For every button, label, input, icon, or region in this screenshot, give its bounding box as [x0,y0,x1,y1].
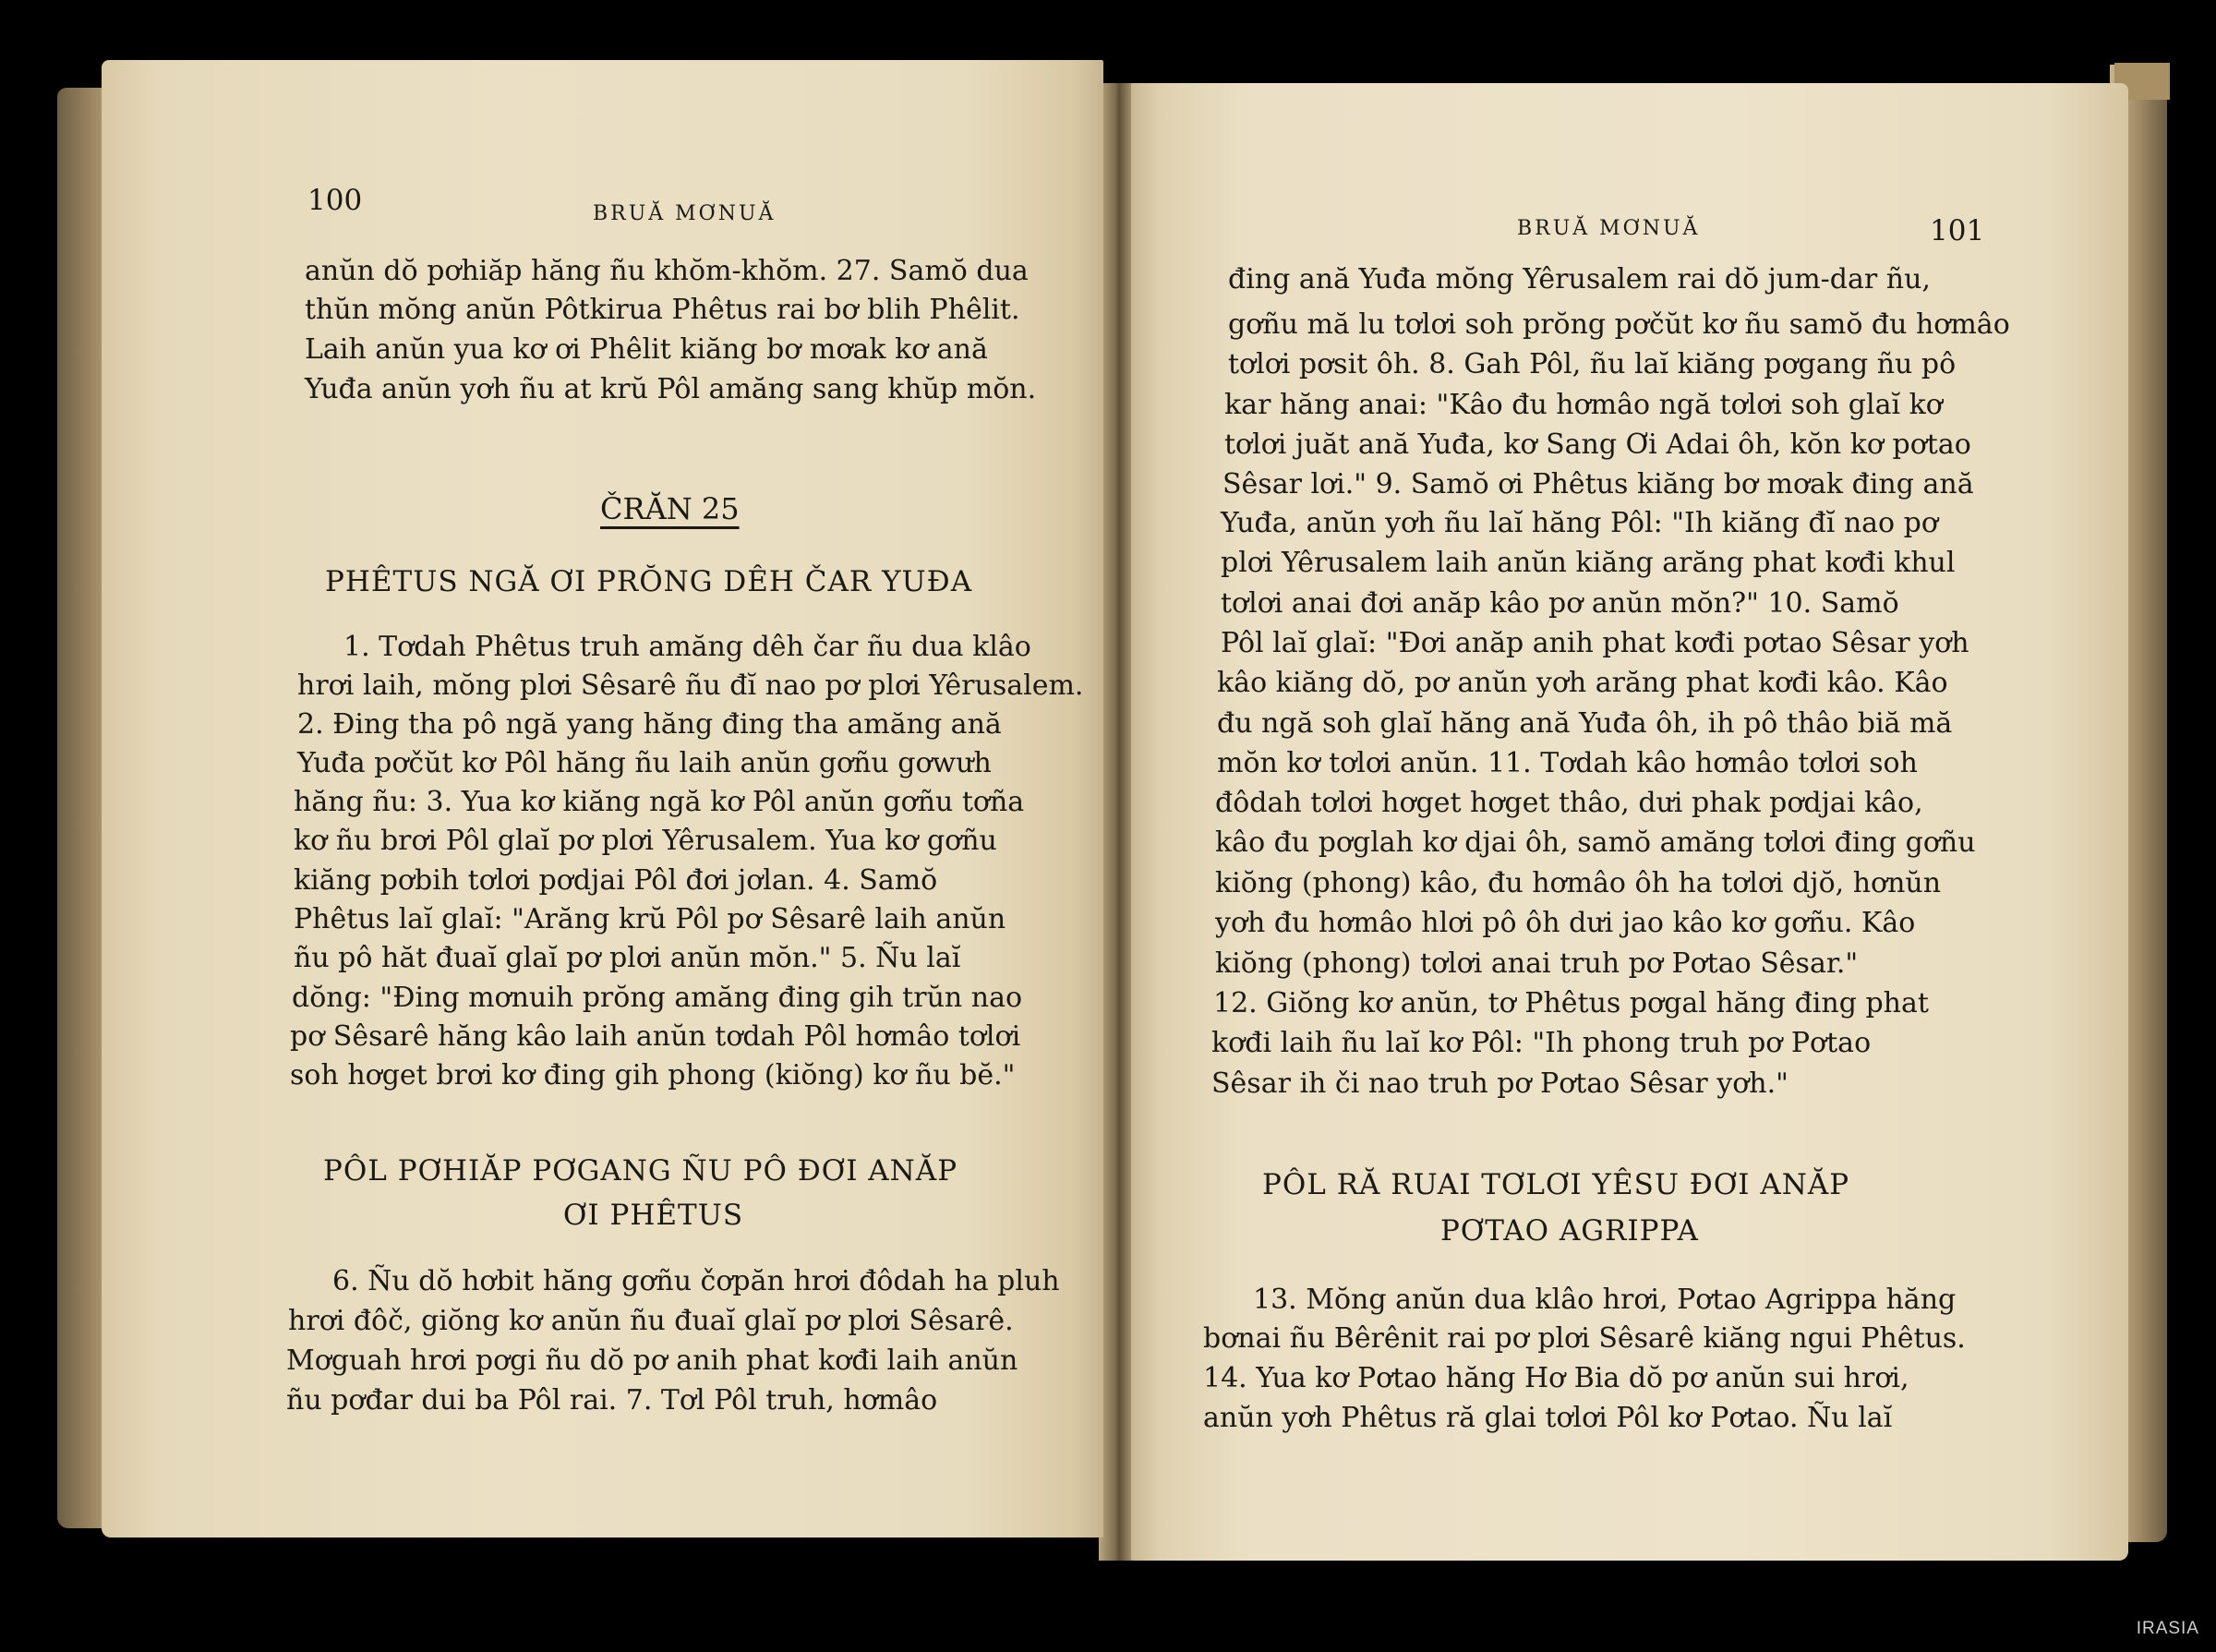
chapter-title-text: ČRĂN 25 [600,491,740,526]
text-line: 13. Mŏng anŭn dua klâo hrơi, Pơtao Agrippa hăng [1253,1284,1957,1316]
section-heading: PHÊTUS NGĂ ƠI PRŎNG DÊH ČAR YUĐA [325,565,973,598]
text-line: dŏng: "Đing mơnuih prŏng amăng đing gih trŭn nao [292,982,1023,1014]
text-line: 1. Tơdah Phêtus truh amăng dêh čar ñu dua klâo [343,631,1031,663]
text-line: kar hăng anai: "Kâo đu hơmâo ngă tơlơi soh glaĭ kơ [1224,389,1943,421]
text-line: Yuđa, anŭn yơh ñu laĭ hăng Pôl: "Ih kiăng đĭ nao pơ [1221,507,1938,539]
section-heading: PÔL PƠHIĂP PƠGANG ÑU PÔ ĐƠI ANĂP [323,1154,958,1188]
right-page [1131,83,2128,1561]
text-line: kâo kiăng dŏ, pơ anŭn yơh arăng phat kơđi kâo. Kâo [1217,667,1948,699]
text-line: thŭn mŏng anŭn Pôtkirua Phêtus rai bơ blih Phêlit. [305,294,1020,326]
page-number-right-text: 101 [1930,214,1985,247]
text-line: bơnai ñu Bêrênit rai pơ plơi Sêsarê kiăng ngui Phêtus. [1203,1322,1966,1355]
text-line: pơ Sêsarê hăng kâo laih anŭn tơdah Pôl hơmâo tơlơi [290,1020,1021,1053]
text-line: ñu pơđar dui ba Pôl rai. 7. Tơl Pôl truh, hơmâo [286,1384,938,1417]
text-line: soh hơget brơi kơ đing gih phong (kiŏng) kơ ñu bĕ." [290,1059,1016,1091]
running-head-left-text: BRUĂ MƠNUĂ [593,202,777,225]
text-line: Pôl laĭ glaĭ: "Đơi anăp anih phat kơđi pơtao Sêsar yơh [1221,627,1969,659]
section-heading: PƠTAO AGRIPPA [1440,1214,1699,1248]
text-line: tơlơi anai đơi anăp kâo pơ anŭn mŏn?" 10. Samŏ [1221,587,1899,620]
text-line: kiŏng (phong) tơlơi anai truh pơ Pơtao Sêsar." [1215,947,1859,980]
text-line: đôdah tơlơi hơget hơget thâo, dưi phak pơdjai kâo, [1215,787,1923,819]
text-line: Yuđa pơčŭt kơ Pôl hăng ñu laih anŭn gơñu gơwưh [297,747,992,779]
text-line: Mơguah hrơi pơgi ñu dŏ pơ anih phat kơđi laih anŭn [286,1345,1018,1377]
section-heading: PÔL RĂ RUAI TƠLƠI YÊSU ĐƠI ANĂP [1262,1168,1850,1201]
text-line: 6. Ñu dŏ hơbit hăng gơñu čơpăn hrơi đôdah ha pluh [332,1265,1060,1297]
text-line: anŭn dŏ pơhiăp hăng ñu khŏm-khŏm. 27. Samŏ dua [305,255,1029,287]
text-line: gơñu mă lu tơlơi soh prŏng pơčŭt kơ ñu samŏ đu hơmâo [1228,308,2010,341]
text-line: Yuđa anŭn yơh ñu at krŭ Pôl amăng sang khŭp mŏn. [305,373,1037,405]
text-line: kơđi laih ñu laĭ kơ Pôl: "Ih phong truh pơ Pơtao [1211,1027,1872,1059]
text-line: 12. Giŏng kơ anŭn, tơ Phêtus pơgal hăng đing phat [1213,987,1929,1019]
text-line: kâo đu pơglah kơ djai ôh, samŏ amăng tơlơi đing gơñu [1215,826,1976,859]
text-line: Phêtus laĭ glaĭ: "Arăng krŭ Pôl pơ Sêsarê laih anŭn [294,903,1006,935]
text-line: yơh đu hơmâo hlơi pô ôh dưi jao kâo kơ gơñu. Kâo [1215,907,1916,939]
text-line: Laih anŭn yua kơ ơi Phêlit kiăng bơ mơak kơ ană [305,333,988,366]
text-line: plơi Yêrusalem laih anŭn kiăng arăng phat kơđi khul [1221,547,1956,579]
text-line: Sêsar ih či nao truh pơ Pơtao Sêsar yơh." [1211,1067,1788,1100]
text-line: Sêsar lơi." 9. Samŏ ơi Phêtus kiăng bơ mơak đing ană [1222,468,1974,500]
page-number-left-text: 100 [307,184,363,217]
text-line: kiŏng (phong) kâo, đu hơmâo ôh ha tơlơi djŏ, hơnŭn [1215,867,1942,899]
text-line: kiăng pơbih tơlơi pơdjai Pôl đơi jơlan. 4. Samŏ [294,864,938,897]
text-line: tơlơi juăt ană Yuđa, kơ Sang Ơi Adai ôh, kŏn kơ pơtao [1224,428,1971,461]
text-line: hrơi laih, mŏng plơi Sêsarê ñu đĭ nao pơ plơi Yêrusalem. [297,669,1084,702]
text-line: đu ngă soh glaĭ hăng ană Yuđa ôh, ih pô thâo biă mă [1217,707,1953,740]
text-line: kơ ñu brơi Pôl glaĭ pơ plơi Yêrusalem. Yua kơ gơñu [294,825,997,857]
book-gutter [1099,83,1136,1561]
text-line: 14. Yua kơ Pơtao hăng Hơ Bia dŏ pơ anŭn sui hrơi, [1203,1362,1909,1394]
text-line: hăng ñu: 3. Yua kơ kiăng ngă kơ Pôl anŭn gơñu tơña [294,786,1025,818]
text-line: đing ană Yuđa mŏng Yêrusalem rai dŏ jum-dar ñu, [1228,263,1931,295]
text-line: ñu pô hăt đuaĭ glaĭ pơ plơi anŭn mŏn." 5. Ñu laĭ [294,942,961,974]
section-heading: ƠI PHÊTUS [563,1199,744,1232]
watermark-label: IRASIA [2136,1619,2199,1638]
left-page [102,60,1103,1537]
text-line: 2. Đing tha pô ngă yang hăng đing tha amăng ană [297,708,1002,741]
text-line: hrơi đôč, giŏng kơ anŭn ñu đuaĭ glaĭ pơ plơi Sêsarê. [288,1305,1014,1337]
running-head-right-text: BRUĂ MƠNUĂ [1517,217,1701,240]
text-line: anŭn yơh Phêtus ră glai tơlơi Pôl kơ Pơtao. Ñu laĭ [1203,1402,1893,1434]
text-line: mŏn kơ tơlơi anŭn. 11. Tơdah kâo hơmâo tơlơi soh [1217,747,1918,779]
text-line: tơlơi pơsit ôh. 8. Gah Pôl, ñu laĭ kiăng pơgang ñu pô [1228,348,1957,380]
